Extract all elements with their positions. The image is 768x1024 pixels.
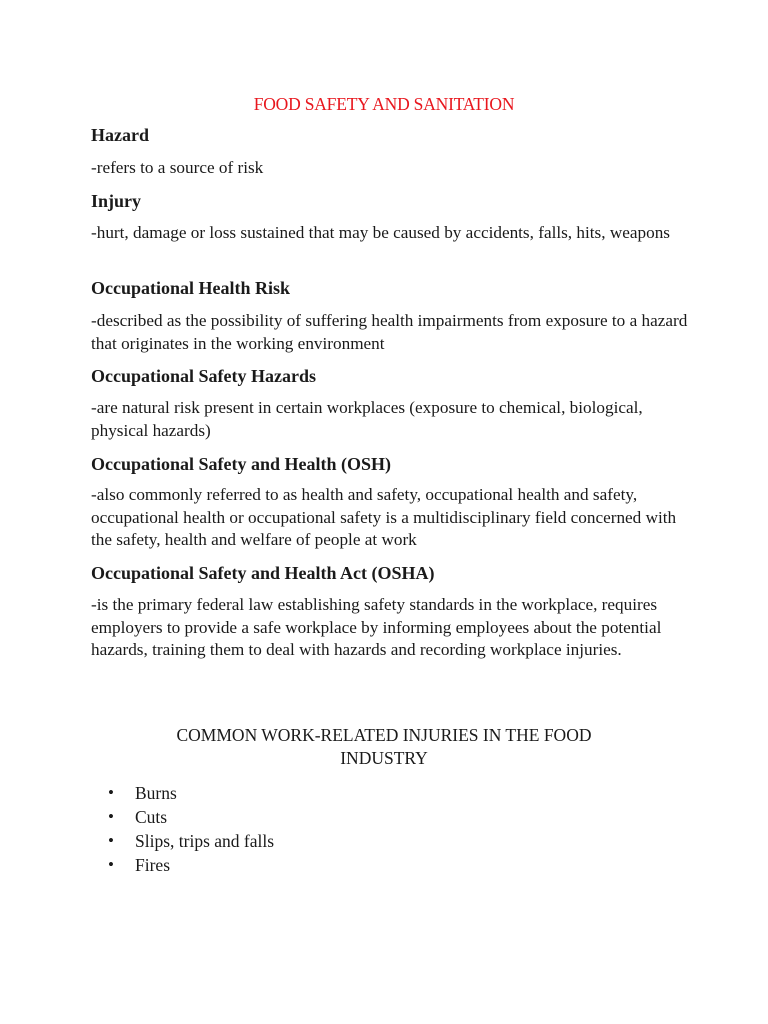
list-item-label: Burns <box>135 783 177 803</box>
term-occupational-safety-hazards: Occupational Safety Hazards <box>91 366 316 386</box>
section-heading: COMMON WORK-RELATED INJURIES IN THE FOOD INDUSTRY <box>176 725 592 768</box>
injury-list <box>108 781 274 877</box>
definition-hazard: -refers to a source of risk <box>91 158 264 177</box>
bullet-icon: • <box>108 783 114 802</box>
list-item <box>108 829 274 853</box>
definition-osha: -is the primary federal law establishing safety standards in the workplace, requires employers to provide a safe workplace by informing employees about the potential hazards, training them to deal with hazards and recording workplace injuries. <box>91 595 662 659</box>
definition-osh: -also commonly referred to as health and safety, occupational health and safety, occupational health or occupational safety is a multidisciplinary field concerned with the safety, health and welfare of people at work <box>91 485 677 549</box>
definition-occupational-health-risk: -described as the possibility of suffering health impairments from exposure to a hazard that originates in the working environment <box>91 311 688 353</box>
bullet-icon: • <box>108 855 114 874</box>
definition-injury: -hurt, damage or loss sustained that may be caused by accidents, falls, hits, weapons <box>91 223 670 242</box>
term-osha: Occupational Safety and Health Act (OSHA) <box>91 563 435 583</box>
term-hazard: Hazard <box>91 125 149 145</box>
list-item-label: Cuts <box>135 807 168 827</box>
list-item-label: Fires <box>135 855 170 875</box>
bullet-icon: • <box>108 831 114 850</box>
list-item <box>108 781 274 805</box>
term-osh: Occupational Safety and Health (OSH) <box>91 454 392 474</box>
definition-occupational-safety-hazards: -are natural risk present in certain workplaces (exposure to chemical, biological, physical hazards) <box>91 398 643 440</box>
list-item <box>108 853 274 877</box>
term-injury: Injury <box>91 191 142 211</box>
list-item-label: Slips, trips and falls <box>135 831 275 851</box>
document-title: FOOD SAFETY AND SANITATION <box>253 94 515 114</box>
bullet-icon: • <box>108 807 114 826</box>
list-item <box>108 805 274 829</box>
term-occupational-health-risk: Occupational Health Risk <box>91 278 291 298</box>
